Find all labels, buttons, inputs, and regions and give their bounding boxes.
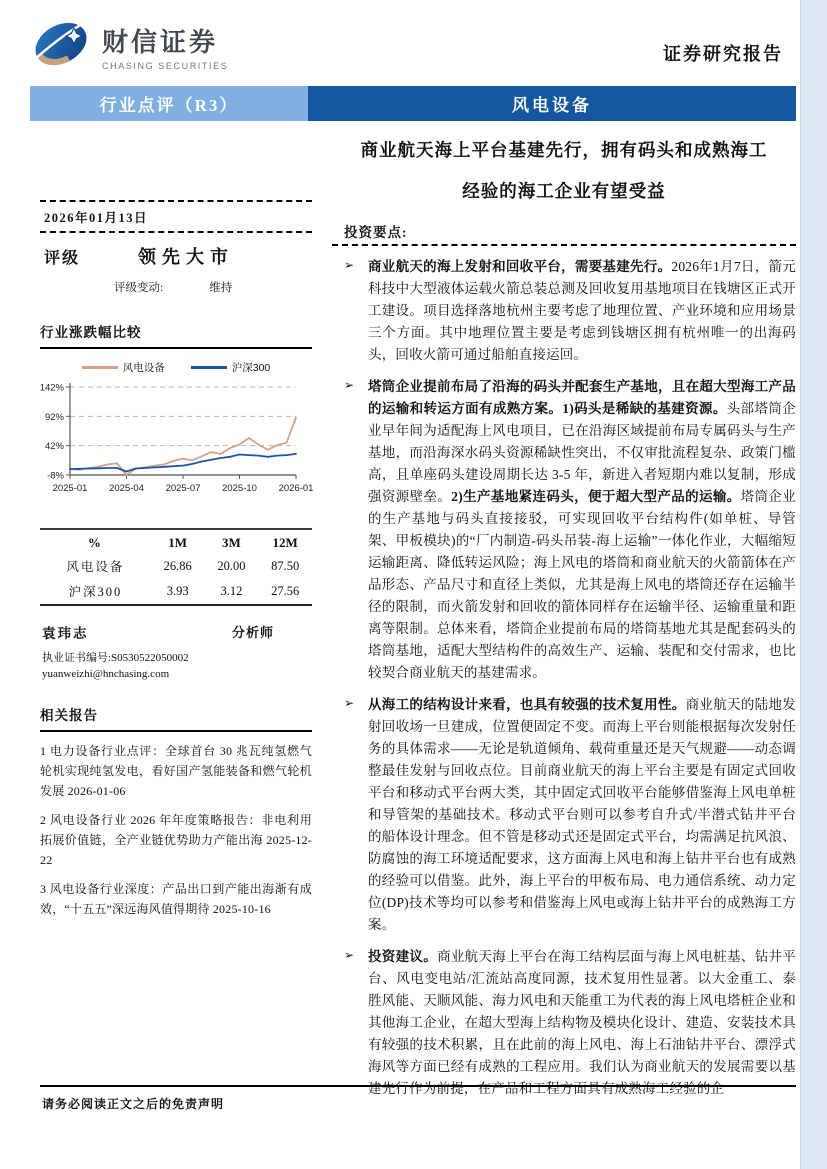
bullet-arrow-icon: ➢ xyxy=(344,258,355,272)
performance-table-body xyxy=(40,554,312,605)
page-title-line1: 商业航天海上平台基建先行，拥有码头和成熟海工 xyxy=(360,140,768,160)
table-header-cell: 1M xyxy=(168,535,188,550)
rating-change-value: 维持 xyxy=(209,282,233,294)
chart-legend xyxy=(40,359,312,375)
header-report-category: 行业点评（R3） xyxy=(30,86,308,121)
performance-table-head xyxy=(40,529,312,554)
bullet-text: 商业航天的海上发射和回收平台，需要基建先行。2026年1月7日，箭元科技中大型液体运载火箭总装总测及回收复用基地项目在钱塘区正式开工建设。项目选择落地杭州主要考虑了地理位置、产业环境和应用场景三个方面。其中地理位置主要是考虑到钱塘区拥有杭州唯一的出海码头，回收火箭可通过船舶直接运回。 xyxy=(368,259,796,362)
chart-title: 行业涨跌幅比较 xyxy=(40,321,312,349)
svg-text:142%: 142% xyxy=(39,382,64,394)
related-report-item: 1 电力设备行业点评：全球首台 30 兆瓦纯氢燃气轮机实现纯氢发电，看好国产氢能装备和燃气轮机发展 2026-01-06 xyxy=(40,744,312,798)
legend-label: 风电设备 xyxy=(122,361,165,374)
bullet-arrow-icon: ➢ xyxy=(344,948,355,962)
svg-text:-8%: -8% xyxy=(47,470,64,482)
divider-dashed xyxy=(332,244,796,246)
table-cell: 27.56 xyxy=(271,583,300,598)
legend-item xyxy=(191,360,271,375)
section-title-investment-points: 投资要点: xyxy=(344,225,408,240)
analyst-license: 执业证书编号:S0530522050002 xyxy=(42,652,189,664)
rating-value: 领先大市 xyxy=(138,247,235,267)
bullet-text: 塔筒企业提前布局了沿海的码头并配套生产基地，且在超大型海工产品的运输和转运方面有成熟方案。1)码头是稀缺的基建资源。头部塔筒企业早年间为适配海上风电项目，已在沿海区域提前布局专属码头与生产基地，而沿海深水码头资源稀缺性突出，不仅审批流程复杂、政策门槛高，且单座码头建设周期长达 3-5 年，新进入者短期内难以复制，形成强资源壁垒。2)生产基地紧连码头，便于超大型产品的运输。塔筒企业的生产基地与码头直接接驳，可实现回收平台结构件(如单桩、导管架、甲板模块)的“厂内制造-码头吊装-海上运输”一体化作业，大幅缩短运输距离、降低转运风险；海上风电的塔筒和商业航天的火箭箭体在产品形态、产品尺寸和直径上类似，尤其是海上风电的塔筒还存在运输半径的限制，而火箭发射和回收的箭体同样存在运输半径、运输重量和距离等限制。总体来看，塔筒企业提前布局的塔筒基地尤其是配套码头的塔筒基地，适配大型结构件的高效生产、运输、装配和交付需求，也比较契合商业航天的基建需求。 xyxy=(368,379,796,680)
related-reports xyxy=(40,704,312,919)
brand-name-cn: 财信证券 xyxy=(102,27,219,57)
table-header-cell: 12M xyxy=(272,535,298,550)
brand-logo xyxy=(30,16,228,77)
divider-dashed xyxy=(40,231,312,233)
related-reports-list xyxy=(40,741,312,919)
bullet-arrow-icon: ➢ xyxy=(344,378,355,392)
bullet-item xyxy=(344,694,796,936)
svg-text:2025-10: 2025-10 xyxy=(222,483,257,494)
legend-line-swatch xyxy=(82,366,118,369)
rating-change-label: 评级变动: xyxy=(114,282,164,294)
bullet-text: 投资建议。商业航天海上平台在海工结构层面与海上风电桩基、钻井平台、风电变电站/汇流站高度同源，技术复用性显著。以大金重工、泰胜风能、天顺风能、海力风电和天能重工为代表的海上风电塔桩企业和其他海工企业，在超大型海上结构物及模块化设计、建造、安装技术具有较强的技术积累，且在此前的海上风电、海上石油钻井平台、漂浮式海风等方面已经有成熟的工程应用。我们认为商业航天的发展需要以基建先行作为前提，在产品和工程方面具有成熟海工经验的企 xyxy=(368,949,797,1096)
page-edge-strip xyxy=(800,0,827,1169)
legend-item xyxy=(82,360,165,375)
header-bar xyxy=(30,86,796,121)
brand-name-en: CHASING SECURITIES xyxy=(102,61,229,71)
svg-text:2025-04: 2025-04 xyxy=(109,483,144,494)
svg-text:2025-07: 2025-07 xyxy=(165,483,201,494)
related-report-item: 2 风电设备行业 2026 年年度策略报告：非电利用拓展价值链，全产业链优势助力产能出海 2025-12-22 xyxy=(40,813,312,867)
legend-label: 沪深300 xyxy=(231,361,271,374)
bullet-item xyxy=(344,256,796,366)
footer-rule xyxy=(40,1085,796,1087)
table-cell: 87.50 xyxy=(271,558,300,573)
page-title-line2: 经验的海工企业有望受益 xyxy=(462,181,666,201)
legend-line-swatch xyxy=(191,366,227,369)
analyst-name: 袁玮志 xyxy=(42,626,89,641)
table-row xyxy=(40,554,312,579)
table-cell: 沪深300 xyxy=(68,585,123,599)
bullet-list xyxy=(332,256,796,1100)
svg-text:2025-01: 2025-01 xyxy=(52,483,88,494)
bullet-arrow-icon: ➢ xyxy=(344,696,355,710)
analyst-email: yuanweizhi@hnchasing.com xyxy=(42,668,170,680)
table-cell: 3.12 xyxy=(220,583,243,598)
table-header-cell: 3M xyxy=(222,535,241,550)
rating-label: 评级 xyxy=(44,250,81,267)
report-type-label: 证券研究报告 xyxy=(663,44,783,64)
table-row xyxy=(40,579,312,605)
bullet-item xyxy=(344,946,796,1100)
footer-disclaimer: 请务必阅读正文之后的免责声明 xyxy=(42,1097,225,1111)
table-cell: 3.93 xyxy=(166,583,189,598)
svg-text:92%: 92% xyxy=(44,411,64,423)
svg-text:42%: 42% xyxy=(44,441,64,453)
table-header-cell: % xyxy=(87,535,103,550)
analyst-role: 分析师 xyxy=(231,625,274,640)
performance-chart xyxy=(40,359,312,514)
performance-chart-svg xyxy=(40,377,312,509)
table-cell: 风电设备 xyxy=(66,560,125,574)
main-column xyxy=(332,130,796,1100)
brand-logo-icon xyxy=(30,16,92,77)
bullet-text: 从海工的结构设计来看，也具有较强的技术复用性。商业航天的陆地发射回收场一旦建成，位置便固定不变。而海上平台则能根据每次发射任务的具体需求——无论是轨道倾角、载荷重量还是天气规避——动态调整最佳发射与回收点位。目前商业航天的海上平台主要是有固定式回收平台和移动式平台两大类，其中固定式回收平台能够借鉴海上风电单桩和导管架的基础技术。移动式平台则可以参考自升式/半潜式钻井平台的船体设计理念。但不管是移动式还是固定式平台，均需满足抗风浪、防腐蚀的海工环境适配要求，这方面海上风电和海上钻井平台也有成熟的经验可以借鉴。此外，海上平台的甲板布局、电力通信系统、动力定位(DP)技术等均可以参考和借鉴海上风电或海上钻井平台的成熟海工方案。 xyxy=(368,697,796,932)
report-date: 2026年01月13日 xyxy=(44,211,149,225)
related-reports-title: 相关报告 xyxy=(40,704,312,732)
analyst-block xyxy=(40,622,312,680)
table-cell: 20.00 xyxy=(217,558,246,573)
table-cell: 26.86 xyxy=(163,558,192,573)
header-industry: 风电设备 xyxy=(308,86,796,121)
performance-table xyxy=(40,528,312,606)
svg-text:2026-01: 2026-01 xyxy=(278,483,314,494)
bullet-item xyxy=(344,376,796,684)
related-report-item: 3 风电设备行业深度：产品出口到产能出海渐有成效，“十五五”深远海风值得期待 2025-10-16 xyxy=(40,882,312,916)
sidebar xyxy=(40,200,312,919)
